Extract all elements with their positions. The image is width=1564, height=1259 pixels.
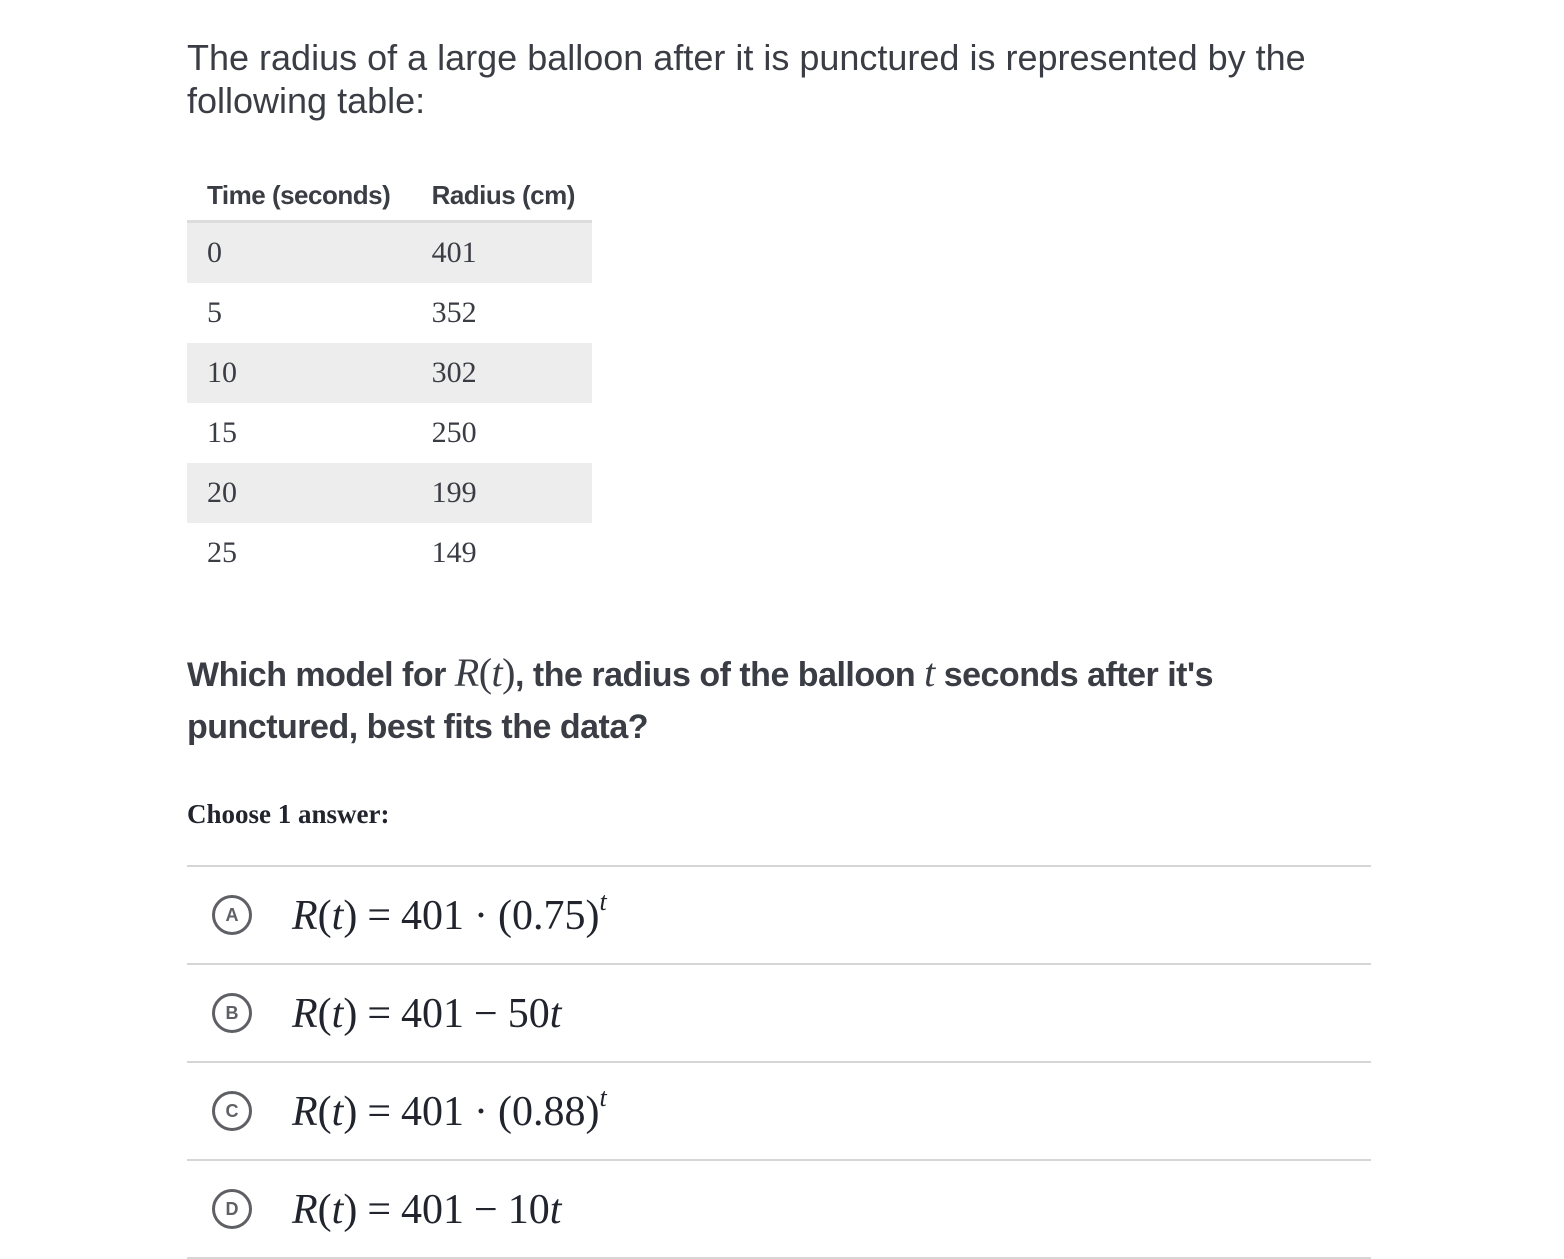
expr-func: R [292,990,318,1037]
expr-suffix: t [549,990,562,1037]
cell-radius: 250 [431,416,477,449]
expr-rhs: (0.88) [498,1088,600,1135]
cell-time: 15 [207,416,237,449]
cell-time: 0 [187,222,412,284]
table-row [187,343,592,403]
radio-a[interactable]: A [212,895,252,935]
choice-d[interactable] [187,1161,1371,1259]
expr-const: 401 [401,892,465,939]
choose-label: Choose 1 answer: [187,799,390,829]
expr-var: t [331,1088,344,1135]
expr-rhs: 50 [507,990,550,1037]
expr-func: R [292,892,318,939]
table-row [187,403,592,463]
expr-rhs: 10 [507,1186,550,1233]
expr-eq: = [367,1088,392,1135]
cell-radius: 302 [412,343,592,403]
expr-const: 401 [401,1186,465,1233]
expr-eq: = [367,990,392,1037]
question-var: t [924,650,935,695]
question-part1: Which model for [187,656,455,694]
cell-time: 5 [207,296,222,329]
cell-time: 10 [187,343,412,403]
cell-radius: 199 [412,463,592,523]
question-page [187,36,1371,1259]
table-header-row [187,178,592,222]
expr-eq: = [367,1186,392,1233]
expr-rhs: (0.75) [498,892,600,939]
expr-suffix: t [549,1186,562,1233]
header-time: Time (seconds) [187,178,412,222]
question-part3: seconds after it's punctured, best fits the data? [187,656,1213,746]
radio-b[interactable]: B [212,993,252,1033]
answer-choices [187,865,1371,1259]
header-radius: Radius (cm) [412,178,592,222]
expr-var: t [331,1186,344,1233]
choice-a-expression: $R(t) = 401 \cdot (0.75)^t$ [292,886,607,939]
radio-d[interactable]: D [212,1189,252,1229]
choice-a[interactable] [187,867,1371,965]
cell-time: 25 [207,536,237,569]
question-func-close: ) [502,650,515,695]
cell-radius: 149 [431,536,477,569]
table-row [187,222,592,284]
expr-op: − [474,990,498,1037]
expr-func: R [292,1186,318,1233]
expr-func: R [292,1088,318,1135]
expr-const: 401 [401,990,465,1037]
choice-b[interactable] [187,965,1371,1063]
choice-d-expression: R(t) = 401 − 10t [292,1186,562,1233]
cell-radius: 352 [431,296,477,329]
expr-var: t [331,892,344,939]
expr-var: t [331,990,344,1037]
table-row [187,523,592,583]
cell-time: 20 [187,463,412,523]
data-table [187,178,592,583]
choice-b-expression: R(t) = 401 − 50t [292,990,562,1037]
question-func-open: ( [478,650,492,695]
expr-exp: t [599,1082,607,1112]
expr-op: − [474,1186,498,1233]
expr-op: · [474,892,489,939]
radio-c[interactable]: C [212,1091,252,1131]
question-func-var: t [491,650,503,695]
choice-c[interactable] [187,1063,1371,1161]
cell-radius: 401 [412,222,592,284]
question-text [187,647,1307,753]
table-row [187,283,592,343]
expr-const: 401 [401,1088,465,1135]
expr-op: · [474,1088,489,1135]
expr-eq: = [367,892,392,939]
expr-exp: t [599,886,607,916]
question-part2: , the radius of the balloon [515,656,925,694]
table-row [187,463,592,523]
question-func-name: R [454,650,479,695]
choice-c-expression: $R(t) = 401 \cdot (0.88)^t$ [292,1082,607,1135]
intro-text: The radius of a large balloon after it is punctured is represented by the following table: [187,37,1306,121]
